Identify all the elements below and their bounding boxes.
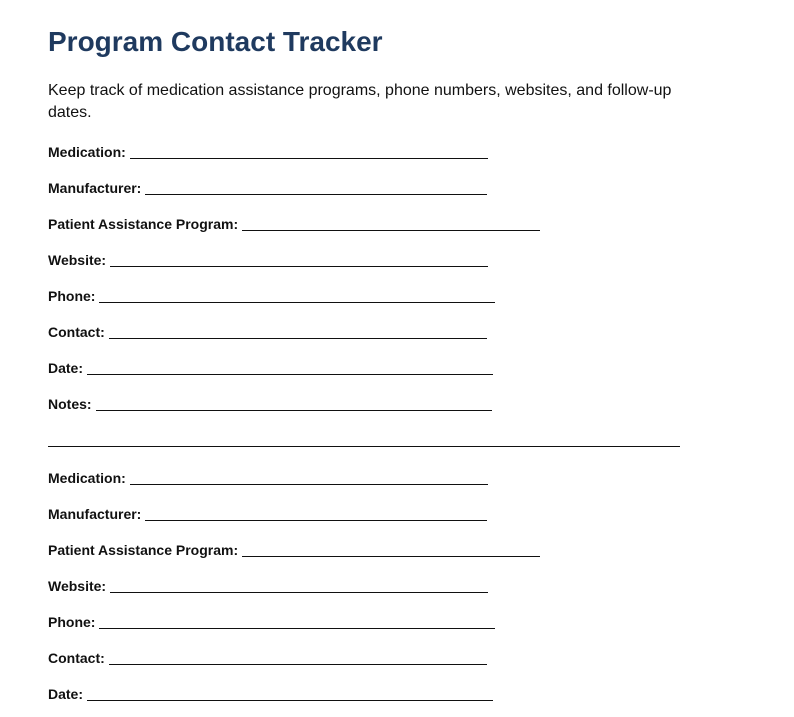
phone-label: Phone: <box>48 288 96 304</box>
medication-field-1[interactable] <box>48 140 488 160</box>
medication-field-2[interactable] <box>48 466 488 486</box>
phone-blank-1[interactable] <box>99 302 495 303</box>
contact-label: Contact: <box>48 324 105 340</box>
date-blank-1[interactable] <box>87 374 493 375</box>
manufacturer-blank-2[interactable] <box>145 520 487 521</box>
medication-label: Medication: <box>48 470 126 486</box>
contact-blank-1[interactable] <box>109 338 487 339</box>
phone-field-2[interactable] <box>48 610 495 630</box>
pap-label: Patient Assistance Program: <box>48 542 239 558</box>
notes-continuation-line[interactable] <box>48 446 680 447</box>
date-label: Date: <box>48 360 84 376</box>
website-field-2[interactable] <box>48 574 488 594</box>
pap-field-2[interactable] <box>48 538 540 558</box>
pap-blank-2[interactable] <box>242 556 540 557</box>
website-blank-2[interactable] <box>110 592 488 593</box>
notes-field-1[interactable] <box>48 392 492 412</box>
website-blank-1[interactable] <box>110 266 488 267</box>
phone-label: Phone: <box>48 614 96 630</box>
pap-blank-1[interactable] <box>242 230 540 231</box>
website-label: Website: <box>48 252 107 268</box>
page-title: Program Contact Tracker <box>48 26 383 57</box>
date-field-2[interactable] <box>48 682 493 702</box>
phone-field-1[interactable] <box>48 284 495 304</box>
medication-blank-2[interactable] <box>130 484 488 485</box>
notes-blank-1[interactable] <box>96 410 492 411</box>
pap-field-1[interactable] <box>48 212 540 232</box>
manufacturer-blank-1[interactable] <box>145 194 487 195</box>
contact-field-2[interactable] <box>48 646 487 666</box>
contact-label: Contact: <box>48 650 105 666</box>
manufacturer-label: Manufacturer: <box>48 506 142 522</box>
website-label: Website: <box>48 578 107 594</box>
medication-blank-1[interactable] <box>130 158 488 159</box>
intro-text: Keep track of medication assistance programs, phone numbers, websites, and follow-up dates. <box>48 82 672 121</box>
phone-blank-2[interactable] <box>99 628 495 629</box>
manufacturer-field-2[interactable] <box>48 502 487 522</box>
pap-label: Patient Assistance Program: <box>48 216 239 232</box>
manufacturer-field-1[interactable] <box>48 176 487 196</box>
contact-field-1[interactable] <box>48 320 487 340</box>
date-field-1[interactable] <box>48 356 493 376</box>
contact-blank-2[interactable] <box>109 664 487 665</box>
medication-label: Medication: <box>48 144 126 160</box>
manufacturer-label: Manufacturer: <box>48 180 142 196</box>
date-blank-2[interactable] <box>87 700 493 701</box>
website-field-1[interactable] <box>48 248 488 268</box>
notes-label: Notes: <box>48 396 92 412</box>
date-label: Date: <box>48 686 84 702</box>
